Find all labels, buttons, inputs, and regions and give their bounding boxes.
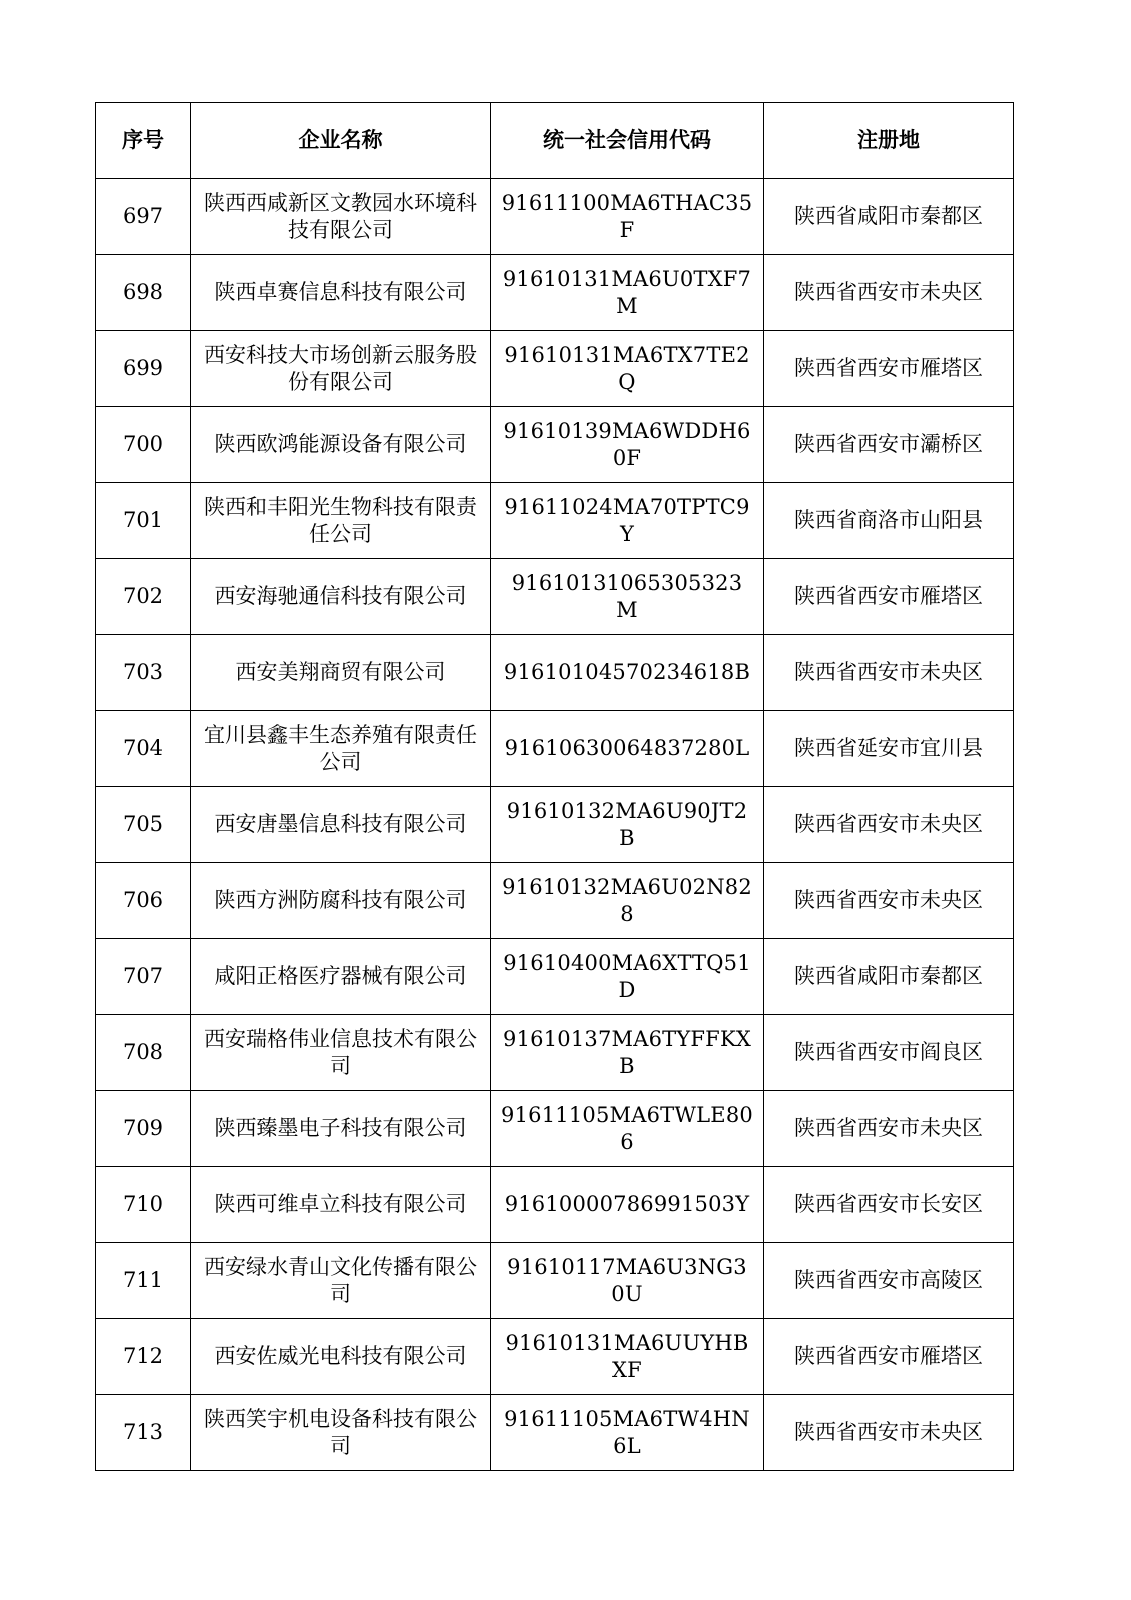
cell-credit-code: 91610132MA6U90JT2B: [491, 787, 764, 863]
cell-registered-location: 陕西省西安市雁塔区: [764, 331, 1014, 407]
cell-credit-code: 91610132MA6U02N828: [491, 863, 764, 939]
cell-company-name: 西安海驰通信科技有限公司: [191, 559, 491, 635]
cell-seq: 712: [96, 1319, 191, 1395]
table-row: [96, 559, 1014, 635]
cell-company-name: 陕西和丰阳光生物科技有限责任公司: [191, 483, 491, 559]
cell-company-name: 陕西可维卓立科技有限公司: [191, 1167, 491, 1243]
cell-company-name: 西安绿水青山文化传播有限公司: [191, 1243, 491, 1319]
cell-registered-location: 陕西省西安市未央区: [764, 787, 1014, 863]
cell-seq: 699: [96, 331, 191, 407]
cell-registered-location: 陕西省西安市未央区: [764, 1395, 1014, 1471]
cell-company-name: 西安美翔商贸有限公司: [191, 635, 491, 711]
cell-credit-code: 91610131MA6UUYHBXF: [491, 1319, 764, 1395]
cell-seq: 707: [96, 939, 191, 1015]
table-row: [96, 1243, 1014, 1319]
cell-credit-code: 91610131065305323M: [491, 559, 764, 635]
cell-registered-location: 陕西省西安市未央区: [764, 635, 1014, 711]
cell-registered-location: 陕西省西安市灞桥区: [764, 407, 1014, 483]
cell-seq: 710: [96, 1167, 191, 1243]
header-row: [96, 103, 1014, 179]
cell-company-name: 陕西臻墨电子科技有限公司: [191, 1091, 491, 1167]
cell-registered-location: 陕西省西安市未央区: [764, 863, 1014, 939]
cell-registered-location: 陕西省西安市未央区: [764, 1091, 1014, 1167]
table-body: [96, 179, 1014, 1471]
cell-credit-code: 91610131MA6U0TXF7M: [491, 255, 764, 331]
cell-credit-code: 91610000786991503Y: [491, 1167, 764, 1243]
cell-company-name: 陕西卓赛信息科技有限公司: [191, 255, 491, 331]
table-row: [96, 635, 1014, 711]
table-row: [96, 1319, 1014, 1395]
cell-seq: 701: [96, 483, 191, 559]
cell-company-name: 西安瑞格伟业信息技术有限公司: [191, 1015, 491, 1091]
cell-credit-code: 91610131MA6TX7TE2Q: [491, 331, 764, 407]
cell-credit-code: 91610400MA6XTTQ51D: [491, 939, 764, 1015]
cell-seq: 711: [96, 1243, 191, 1319]
header-name: 企业名称: [191, 103, 491, 179]
table-row: [96, 1091, 1014, 1167]
cell-company-name: 宜川县鑫丰生态养殖有限责任公司: [191, 711, 491, 787]
cell-company-name: 西安唐墨信息科技有限公司: [191, 787, 491, 863]
cell-registered-location: 陕西省西安市高陵区: [764, 1243, 1014, 1319]
cell-registered-location: 陕西省咸阳市秦都区: [764, 179, 1014, 255]
table-row: [96, 255, 1014, 331]
cell-company-name: 陕西欧鸿能源设备有限公司: [191, 407, 491, 483]
table-row: [96, 407, 1014, 483]
cell-credit-code: 91611100MA6THAC35F: [491, 179, 764, 255]
cell-company-name: 陕西方洲防腐科技有限公司: [191, 863, 491, 939]
cell-registered-location: 陕西省西安市未央区: [764, 255, 1014, 331]
cell-company-name: 西安科技大市场创新云服务股份有限公司: [191, 331, 491, 407]
cell-seq: 708: [96, 1015, 191, 1091]
cell-company-name: 陕西西咸新区文教园水环境科技有限公司: [191, 179, 491, 255]
table-row: [96, 787, 1014, 863]
cell-registered-location: 陕西省咸阳市秦都区: [764, 939, 1014, 1015]
cell-credit-code: 91610117MA6U3NG30U: [491, 1243, 764, 1319]
cell-company-name: 西安佐威光电科技有限公司: [191, 1319, 491, 1395]
table-row: [96, 483, 1014, 559]
cell-credit-code: 91611105MA6TWLE806: [491, 1091, 764, 1167]
table-header: [96, 103, 1014, 179]
cell-registered-location: 陕西省西安市阎良区: [764, 1015, 1014, 1091]
cell-registered-location: 陕西省西安市长安区: [764, 1167, 1014, 1243]
table-row: [96, 1015, 1014, 1091]
cell-credit-code: 91610630064837280L: [491, 711, 764, 787]
table-row: [96, 711, 1014, 787]
cell-credit-code: 91611105MA6TW4HN6L: [491, 1395, 764, 1471]
cell-seq: 713: [96, 1395, 191, 1471]
cell-seq: 703: [96, 635, 191, 711]
cell-seq: 709: [96, 1091, 191, 1167]
cell-seq: 706: [96, 863, 191, 939]
table-row: [96, 1395, 1014, 1471]
cell-seq: 697: [96, 179, 191, 255]
cell-registered-location: 陕西省延安市宜川县: [764, 711, 1014, 787]
cell-registered-location: 陕西省商洛市山阳县: [764, 483, 1014, 559]
cell-seq: 702: [96, 559, 191, 635]
header-code: 统一社会信用代码: [491, 103, 764, 179]
cell-credit-code: 91610137MA6TYFFKXB: [491, 1015, 764, 1091]
table-row: [96, 863, 1014, 939]
cell-seq: 705: [96, 787, 191, 863]
cell-seq: 700: [96, 407, 191, 483]
table-row: [96, 331, 1014, 407]
enterprise-table: [95, 102, 1014, 1471]
cell-credit-code: 91611024MA70TPTC9Y: [491, 483, 764, 559]
cell-credit-code: 91610139MA6WDDH60F: [491, 407, 764, 483]
table-row: [96, 1167, 1014, 1243]
cell-registered-location: 陕西省西安市雁塔区: [764, 559, 1014, 635]
cell-seq: 698: [96, 255, 191, 331]
cell-credit-code: 91610104570234618B: [491, 635, 764, 711]
cell-registered-location: 陕西省西安市雁塔区: [764, 1319, 1014, 1395]
table-row: [96, 179, 1014, 255]
header-seq: 序号: [96, 103, 191, 179]
cell-seq: 704: [96, 711, 191, 787]
header-location: 注册地: [764, 103, 1014, 179]
cell-company-name: 陕西笑宇机电设备科技有限公司: [191, 1395, 491, 1471]
cell-company-name: 咸阳正格医疗器械有限公司: [191, 939, 491, 1015]
table-row: [96, 939, 1014, 1015]
